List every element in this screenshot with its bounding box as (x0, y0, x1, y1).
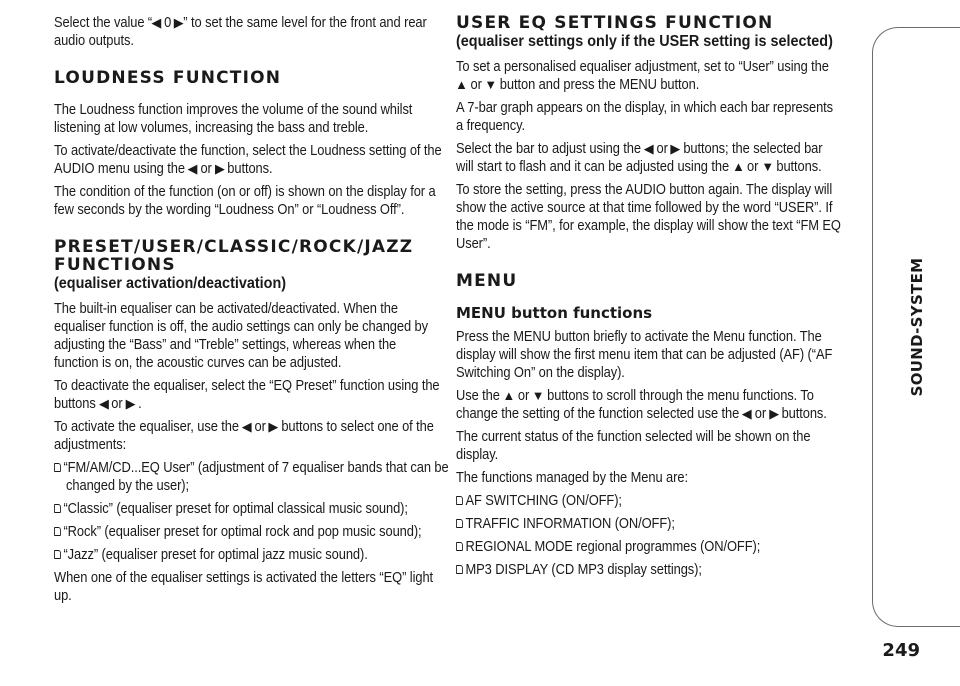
menu-subheading: MENU button functions (456, 304, 653, 322)
list-item: TRAFFIC INFORMATION (ON/OFF); (456, 515, 855, 533)
right-triangle-icon: ▶ (174, 15, 184, 30)
user-eq-paragraph-3: Select the bar to adjust using the ◀ or ▶ buttons; the selected bar will start to flash and it can be adjusted using the ▲ or ▼ buttons. (456, 140, 823, 175)
list-item: REGIONAL MODE regional programmes (ON/OFF); (456, 538, 855, 556)
checkbox-bullet-icon (456, 496, 463, 505)
left-column (54, 14, 449, 610)
closing-paragraph: When one of the equaliser settings is activated the letters “EQ” light up. (54, 569, 434, 604)
down-triangle-icon: ▼ (484, 77, 498, 92)
right-triangle-icon: ▶ (268, 419, 279, 434)
right-column (456, 14, 844, 584)
up-triangle-icon: ▲ (502, 388, 516, 403)
right-triangle-icon: ▶ (768, 406, 779, 421)
checkbox-bullet-icon (456, 542, 463, 551)
menu-paragraph-2: Use the ▲ or ▼ buttons to scroll through the menu functions. To change the setting of the function selected use the ◀ or ▶ buttons. (456, 387, 827, 422)
preset-heading: PRESET/USER/CLASSIC/ROCK/JAZZ FUNCTIONS (54, 237, 414, 275)
loudness-paragraph-3: The condition of the function (on or off) is shown on the display for a few seconds by the wording “Loudness On” or “Loudness Off”. (54, 183, 436, 218)
section-tab (872, 27, 960, 627)
preset-paragraph-3: To activate the equaliser, use the ◀ or ▶ buttons to select one of the adjustments: (54, 418, 434, 453)
intro-paragraph: Select the value “◀ 0 ▶” to set the same level for the front and rear audio outputs. (54, 14, 427, 49)
left-triangle-icon: ◀ (643, 141, 654, 156)
checkbox-bullet-icon (456, 519, 463, 528)
list-item: “Classic” (equaliser preset for optimal classical music sound); (54, 500, 455, 518)
list-item: “Rock” (equaliser preset for optimal rock and pop music sound); (54, 523, 455, 541)
loudness-heading: LOUDNESS FUNCTION (54, 68, 282, 88)
user-eq-paragraph-1: To set a personalised equaliser adjustment, set to “User” using the ▲ or ▼ button and press the MENU button. (455, 58, 829, 93)
up-triangle-icon: ▲ (731, 159, 745, 174)
left-triangle-icon: ◀ (241, 419, 252, 434)
checkbox-bullet-icon (54, 504, 61, 513)
menu-heading: MENU (456, 271, 518, 291)
down-triangle-icon: ▼ (761, 159, 774, 174)
down-triangle-icon: ▼ (531, 388, 545, 403)
preset-paragraph-2: To deactivate the equaliser, select the “EQ Preset” function using the buttons ◀ or ▶ . (54, 377, 440, 412)
checkbox-bullet-icon (54, 463, 61, 472)
right-triangle-icon: ▶ (125, 396, 136, 411)
left-triangle-icon: ◀ (98, 396, 109, 411)
list-item: AF SWITCHING (ON/OFF); (456, 492, 855, 510)
list-item: MP3 DISPLAY (CD MP3 display settings); (456, 561, 855, 579)
left-triangle-icon: ◀ (742, 406, 752, 421)
user-eq-subheading: (equaliser settings only if the USER setting is selected) (456, 33, 833, 50)
loudness-paragraph-2: To activate/deactivate the function, select the Loudness setting of the AUDIO menu using the ◀ or ▶ buttons. (54, 142, 442, 177)
up-triangle-icon: ▲ (455, 77, 468, 92)
checkbox-bullet-icon (54, 527, 61, 536)
list-item: “FM/AM/CD...EQ User” (adjustment of 7 equaliser bands that can be changed by the user); (54, 459, 455, 495)
user-eq-heading: USER EQ SETTINGS FUNCTION (456, 13, 774, 33)
list-item: “Jazz” (equaliser preset for optimal jazz music sound). (54, 546, 455, 564)
loudness-paragraph-1: The Loudness function improves the volume of the sound whilst listening at low volumes, increasing the bass and treble. (54, 101, 413, 136)
page-number: 249 (882, 640, 920, 661)
preset-subheading: (equaliser activation/deactivation) (54, 275, 287, 292)
section-title: SOUND-SYSTEM (907, 257, 926, 397)
menu-paragraph-4: The functions managed by the Menu are: (456, 469, 688, 486)
menu-paragraph-3: The current status of the function selected will be shown on the display. (456, 428, 811, 463)
menu-paragraph-1: Press the MENU button briefly to activate the Menu function. The display will show the first menu item that can be adjusted (AF) (“AF Switching On” on the display). (456, 328, 833, 381)
right-triangle-icon: ▶ (670, 141, 681, 156)
preset-paragraph-1: The built-in equaliser can be activated/deactivated. When the equaliser function is off, the audio settings can only be changed by adjusting the “Bass” and “Treble” settings, whereas when the function is on, the acoustic curves can be adjusted. (54, 300, 429, 371)
right-triangle-icon: ▶ (214, 161, 225, 176)
left-triangle-icon: ◀ (187, 161, 198, 176)
user-eq-paragraph-4: To store the setting, press the AUDIO button again. The display will show the active source at that time followed by the word “USER”. If the mode is “FM”, for example, the display will show the text “FM EQ User”. (456, 181, 841, 252)
user-eq-paragraph-2: A 7-bar graph appears on the display, in which each bar represents a frequency. (456, 99, 834, 134)
checkbox-bullet-icon (456, 565, 463, 574)
checkbox-bullet-icon (54, 550, 61, 559)
left-triangle-icon: ◀ (151, 15, 162, 30)
